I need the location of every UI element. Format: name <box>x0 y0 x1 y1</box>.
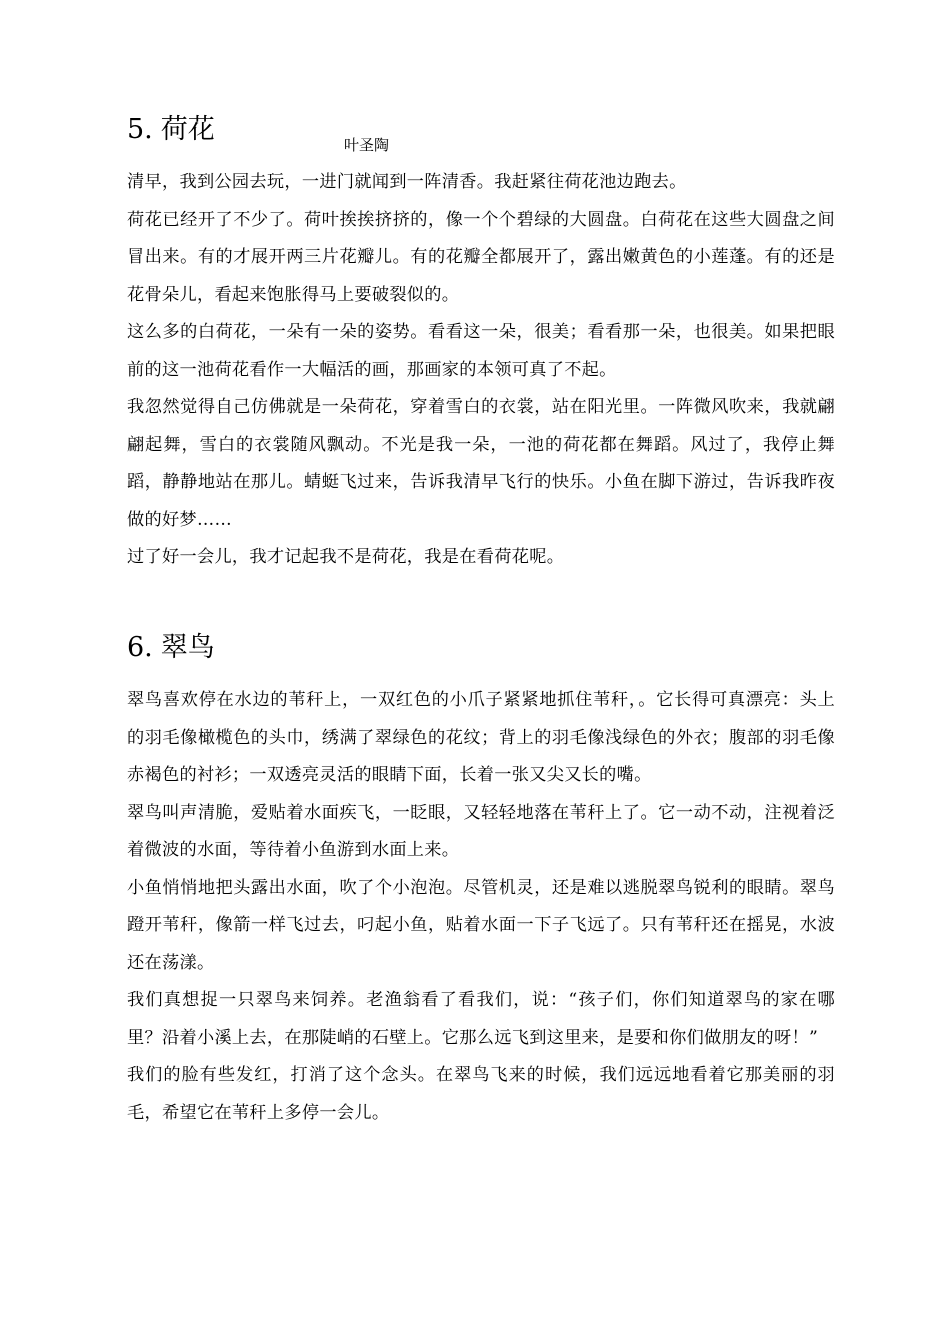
paragraph: 过了好一会儿，我才记起我不是荷花，我是在看荷花呢。 <box>127 547 565 567</box>
paragraph: 小鱼悄悄地把头露出水面，吹了个小泡泡。尽管机灵，还是难以逃脱翠鸟锐利的眼睛。翠鸟蹬开苇秆，像箭一样飞过去，叼起小鱼，贴着水面一下子飞远了。只有苇秆还在摇晃，水波还在荡漾。 <box>127 877 835 973</box>
lesson-6-heading <box>127 626 215 670</box>
paragraph: 我们的脸有些发红，打消了这个念头。在翠鸟飞来的时候，我们远远地看着它那美丽的羽毛，希望它在苇秆上多停一会儿。 <box>127 1065 835 1123</box>
paragraph: 我们真想捉一只翠鸟来饲养。老渔翁看了看我们，说：“孩子们，你们知道翠鸟的家在哪里？沿着小溪上去，在那陡峭的石壁上。它那么远飞到这里来，是要和你们做朋友的呀！” <box>127 990 835 1048</box>
lesson-5-section <box>127 108 835 577</box>
lesson-6-title: 翠鸟 <box>160 632 215 663</box>
paragraph: 这么多的白荷花，一朵有一朵的姿势。看看这一朵，很美；看看那一朵，也很美。如果把眼前的这一池荷花看作一大幅活的画，那画家的本领可真了不起。 <box>127 322 835 380</box>
paragraph: 我忽然觉得自己仿佛就是一朵荷花，穿着雪白的衣裳，站在阳光里。一阵微风吹来，我就翩翩起舞，雪白的衣裳随风飘动。不光是我一朵，一池的荷花都在舞蹈。风过了，我停止舞蹈，静静地站在那儿。蜻蜓飞过来，告诉我清早飞行的快乐。小鱼在脚下游过，告诉我昨夜做的好梦…… <box>127 397 835 530</box>
paragraph: 荷花已经开了不少了。荷叶挨挨挤挤的，像一个个碧绿的大圆盘。白荷花在这些大圆盘之间冒出来。有的才展开两三片花瓣儿。有的花瓣全都展开了，露出嫩黄色的小莲蓬。有的还是花骨朵儿，看起来饱胀得马上要破裂似的。 <box>127 209 835 305</box>
paragraph: 清早，我到公园去玩，一进门就闻到一阵清香。我赶紧往荷花池边跑去。 <box>127 172 687 192</box>
lesson-6-body <box>127 682 835 1132</box>
lesson-5-number: 5. <box>127 114 153 145</box>
lesson-6-number: 6. <box>127 632 153 663</box>
lesson-6-heading-row <box>127 626 835 676</box>
lesson-5-author: 叶圣陶 <box>344 136 390 154</box>
lesson-5-heading-row <box>127 108 835 158</box>
lesson-6-section <box>127 626 835 1132</box>
lesson-5-title: 荷花 <box>160 114 215 145</box>
paragraph: 翠鸟喜欢停在水边的苇秆上，一双红色的小爪子紧紧地抓住苇秆，。它长得可真漂亮：头上的羽毛像橄榄色的头巾，绣满了翠绿色的花纹；背上的羽毛像浅绿色的外衣；腹部的羽毛像赤褐色的衬衫；一双透亮灵活的眼睛下面，长着一张又尖又长的嘴。 <box>127 690 835 785</box>
lesson-5-heading <box>127 108 215 152</box>
paragraph: 翠鸟叫声清脆，爱贴着水面疾飞，一眨眼，又轻轻地落在苇秆上了。它一动不动，注视着泛着微波的水面，等待着小鱼游到水面上来。 <box>127 802 835 860</box>
lesson-5-body <box>127 164 835 577</box>
